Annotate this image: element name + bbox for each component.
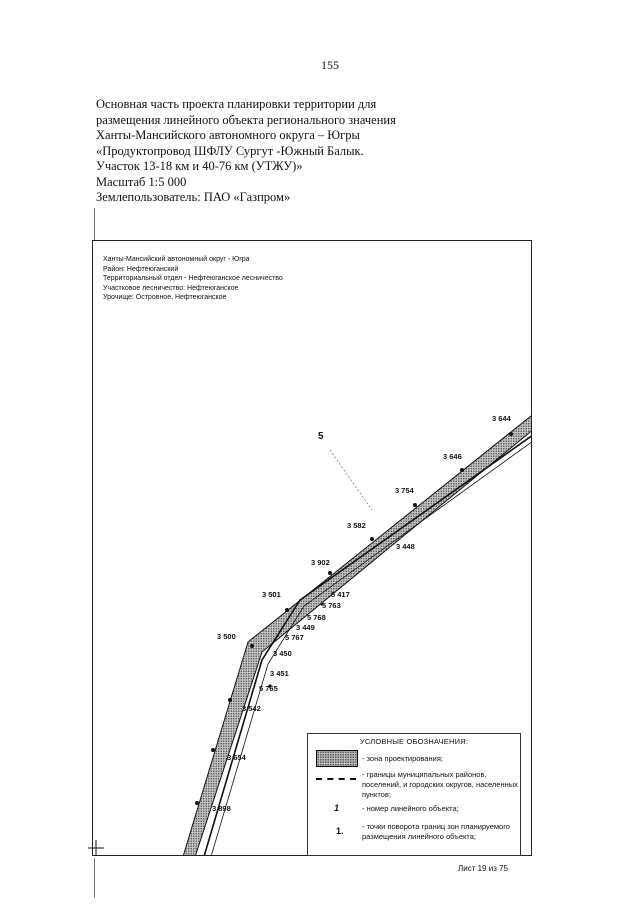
admin-line: Участковое лесничество: Нефтеюганское <box>103 284 239 292</box>
lower-label: 3 451 <box>270 669 289 678</box>
lower-label: 5 763 <box>322 601 341 610</box>
admin-line: Район: Нефтеюганский <box>103 265 179 273</box>
header-line: Участок 13-18 км и 40-76 км (УТЖУ)» <box>96 159 303 173</box>
admin-line: Территориальный отдел - Нефтеюганское лесничество <box>103 275 283 282</box>
legend-text: - зона проектирования; <box>362 754 443 763</box>
upper-label: 3 542 <box>242 704 261 713</box>
upper-label: 3 902 <box>311 558 330 567</box>
object-leader <box>330 450 372 510</box>
object-number-symbol: 1 <box>334 803 340 813</box>
upper-label: 3 754 <box>395 486 414 495</box>
object-number: 5 <box>318 431 324 442</box>
hatched-zone-icon <box>316 750 358 767</box>
page-number: 155 <box>321 58 339 72</box>
header-line: Основная часть проекта планировки территории для <box>96 97 377 111</box>
margin-rule <box>94 858 95 898</box>
upper-label: 3 500 <box>217 632 236 641</box>
admin-info <box>103 255 403 303</box>
upper-label: 3 654 <box>227 753 246 762</box>
land-user-line: Землепользователь: ПАО «Газпром» <box>96 190 291 204</box>
lower-label: 5 417 <box>331 590 350 599</box>
map-legend <box>307 733 521 856</box>
header-line: размещения линейного объекта регионального значения <box>96 112 396 127</box>
legend-text: - номер линейного объекта; <box>362 804 459 813</box>
lower-label: 3 450 <box>273 649 292 658</box>
lower-label: 5 765 <box>259 684 278 693</box>
legend-title: УСЛОВНЫЕ ОБОЗНАЧЕНИЯ: <box>359 737 469 746</box>
dashed-line-icon <box>316 778 356 780</box>
admin-line: Ханты-Мансийский автономный округ - Югра <box>103 256 250 263</box>
sheet-number: Лист 19 из 75 <box>458 864 508 873</box>
upper-label: 3 501 <box>262 590 281 599</box>
upper-label: 3 644 <box>492 414 511 423</box>
legend-text: - границы муниципальных районов, поселений, и городских округов, населенных пунктов; <box>362 770 518 799</box>
legend-text: - точки поворота границ зон планируемого размещения линейного объекта; <box>362 822 510 841</box>
admin-line: Урочище: Островное, Нефтеюганское <box>103 294 227 301</box>
header-line: Ханты-Мансийского автономного округа – Югры <box>96 128 360 142</box>
upper-label: 3 646 <box>443 452 462 461</box>
lower-label: 5 767 <box>285 633 304 642</box>
lower-label: 3 448 <box>396 542 415 551</box>
lower-label: 3 449 <box>296 623 315 632</box>
lower-label: 5 768 <box>307 613 326 622</box>
turning-point-symbol: 1. <box>336 826 344 836</box>
header-line: «Продуктопровод ШФЛУ Сургут -Южный Балык. <box>96 143 364 158</box>
upper-label: 3 582 <box>347 521 366 530</box>
upper-label: 3 898 <box>212 804 231 813</box>
scale-line: Масштаб 1:5 000 <box>96 174 187 189</box>
